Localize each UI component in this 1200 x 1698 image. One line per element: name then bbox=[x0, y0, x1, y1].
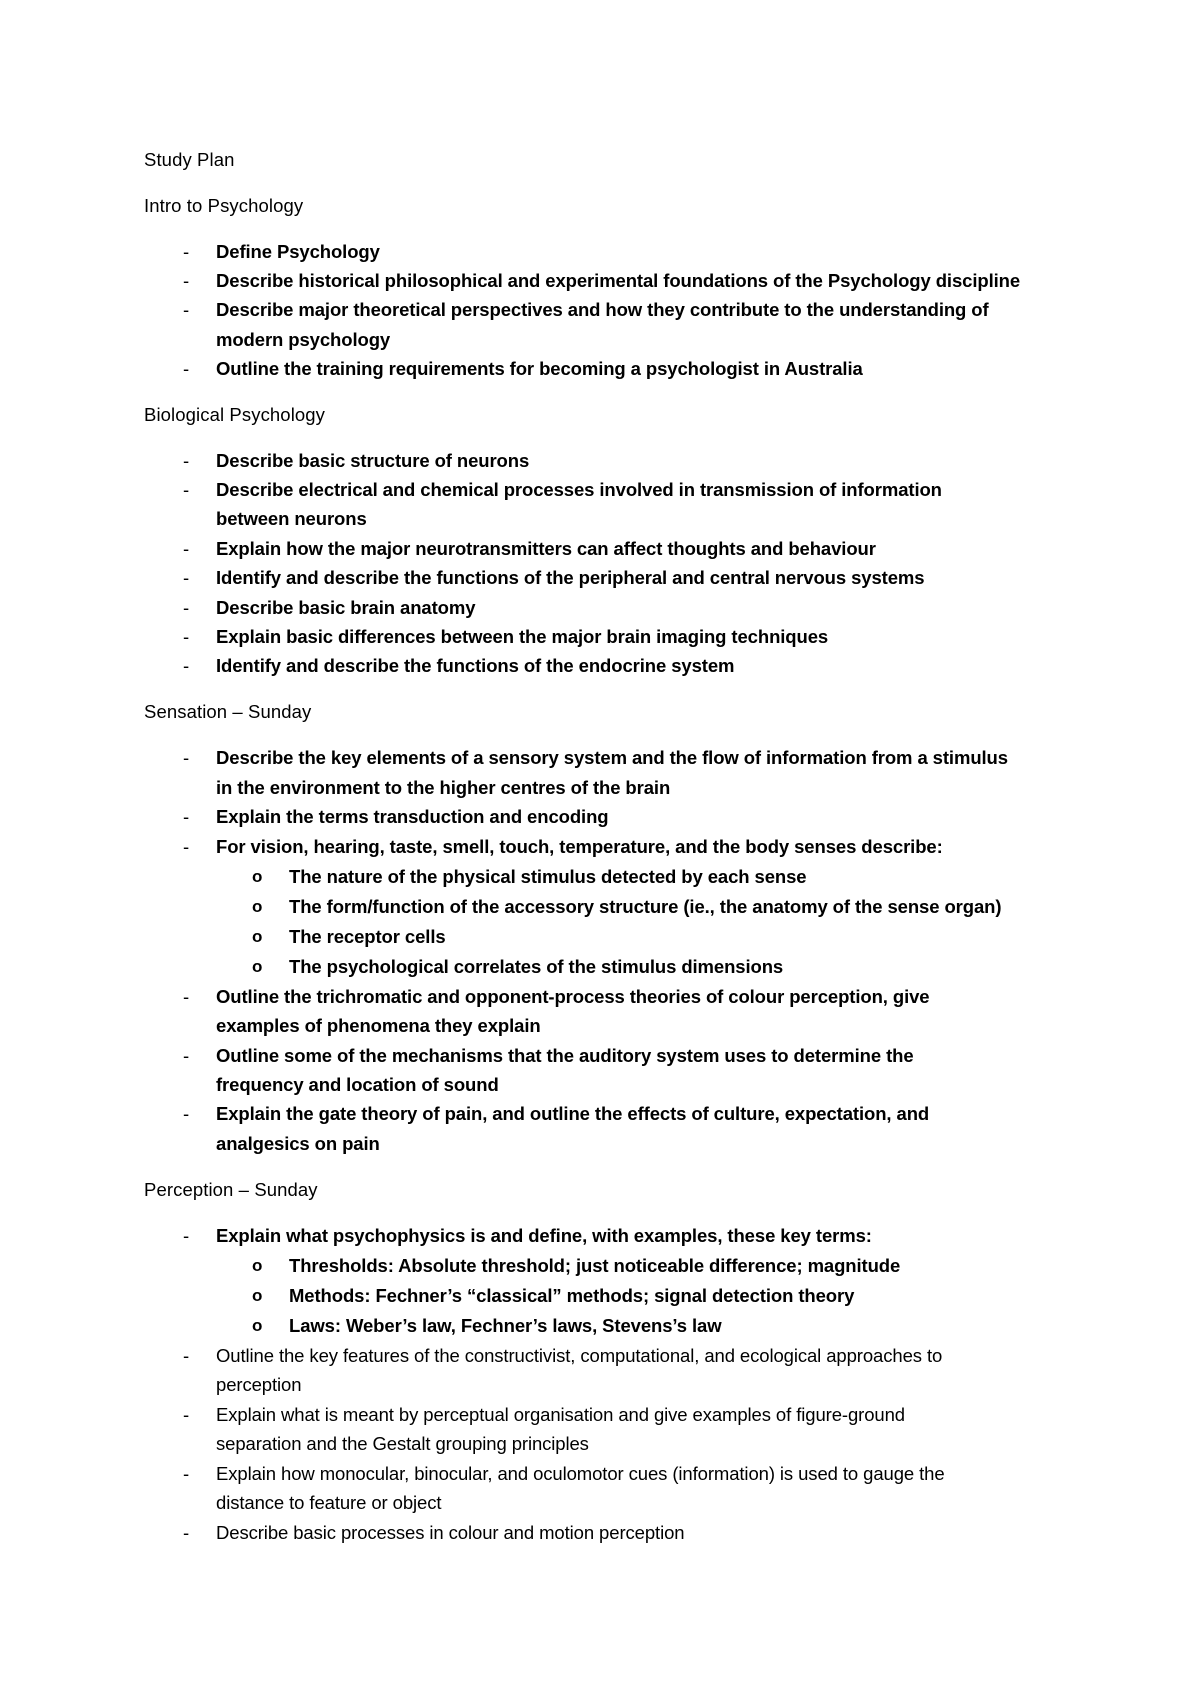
list-item: Outline the key features of the constructivist, computational, and ecological approaches to bbox=[216, 1345, 943, 1366]
dash-marker: - bbox=[183, 1463, 190, 1484]
sub-list-item: The psychological correlates of the stimulus dimensions bbox=[289, 956, 784, 977]
list-item: Outline some of the mechanisms that the auditory system uses to determine the bbox=[216, 1045, 914, 1066]
dash-marker: - bbox=[183, 1103, 190, 1124]
sub-list-item: Thresholds: Absolute threshold; just noticeable difference; magnitude bbox=[289, 1255, 901, 1276]
list-item: Explain how the major neurotransmitters can affect thoughts and behaviour bbox=[216, 538, 876, 559]
sub-bullet-marker: o bbox=[252, 867, 263, 886]
list-item: Explain the terms transduction and encoding bbox=[216, 806, 609, 827]
list-item: Explain the gate theory of pain, and outline the effects of culture, expectation, and bbox=[216, 1103, 930, 1124]
dash-marker: - bbox=[183, 567, 190, 588]
sub-bullet-marker: o bbox=[252, 1256, 263, 1275]
list-item: Explain what psychophysics is and define, with examples, these key terms: bbox=[216, 1225, 872, 1246]
dash-marker: - bbox=[183, 986, 190, 1007]
dash-marker: - bbox=[183, 299, 190, 320]
list-item-continuation: separation and the Gestalt grouping principles bbox=[216, 1433, 589, 1454]
dash-marker: - bbox=[183, 358, 190, 379]
list-item: Describe the key elements of a sensory system and the flow of information from a stimulus bbox=[216, 747, 1008, 768]
dash-marker: - bbox=[183, 1045, 190, 1066]
sub-list-item: The form/function of the accessory structure (ie., the anatomy of the sense organ) bbox=[289, 896, 1002, 917]
sub-bullet-marker: o bbox=[252, 927, 263, 946]
section-heading-biological: Biological Psychology bbox=[144, 404, 326, 425]
list-item-continuation: modern psychology bbox=[216, 329, 391, 350]
dash-marker: - bbox=[183, 1225, 190, 1246]
list-item-continuation: analgesics on pain bbox=[216, 1133, 380, 1154]
dash-marker: - bbox=[183, 626, 190, 647]
list-item-continuation: perception bbox=[216, 1374, 302, 1395]
list-item: Describe basic brain anatomy bbox=[216, 597, 476, 618]
dash-marker: - bbox=[183, 538, 190, 559]
sub-bullet-marker: o bbox=[252, 957, 263, 976]
list-item: Explain basic differences between the major brain imaging techniques bbox=[216, 626, 829, 647]
list-item-continuation: examples of phenomena they explain bbox=[216, 1015, 541, 1036]
list-item: Define Psychology bbox=[216, 241, 380, 262]
dash-marker: - bbox=[183, 806, 190, 827]
dash-marker: - bbox=[183, 747, 190, 768]
dash-marker: - bbox=[183, 479, 190, 500]
sub-bullet-marker: o bbox=[252, 897, 263, 916]
dash-marker: - bbox=[183, 597, 190, 618]
section-heading-sensation: Sensation – Sunday bbox=[144, 701, 312, 722]
dash-marker: - bbox=[183, 1345, 190, 1366]
sub-list-item: The nature of the physical stimulus detected by each sense bbox=[289, 866, 807, 887]
dash-marker: - bbox=[183, 655, 190, 676]
dash-marker: - bbox=[183, 270, 190, 291]
list-item: For vision, hearing, taste, smell, touch, temperature, and the body senses describe: bbox=[216, 836, 943, 857]
list-item: Explain what is meant by perceptual organisation and give examples of figure-ground bbox=[216, 1404, 905, 1425]
sub-list-item: The receptor cells bbox=[289, 926, 446, 947]
dash-marker: - bbox=[183, 241, 190, 262]
list-item-continuation: in the environment to the higher centres of the brain bbox=[216, 777, 671, 798]
list-item: Describe historical philosophical and experimental foundations of the Psychology discipline bbox=[216, 270, 1021, 291]
list-item: Identify and describe the functions of the endocrine system bbox=[216, 655, 735, 676]
list-item-continuation: between neurons bbox=[216, 508, 367, 529]
dash-marker: - bbox=[183, 836, 190, 857]
list-item: Outline the training requirements for becoming a psychologist in Australia bbox=[216, 358, 863, 379]
page-title: Study Plan bbox=[144, 149, 235, 170]
sub-list-item: Laws: Weber’s law, Fechner’s laws, Stevens’s law bbox=[289, 1315, 722, 1336]
sub-list-item: Methods: Fechner’s “classical” methods; signal detection theory bbox=[289, 1285, 855, 1306]
list-item: Describe basic processes in colour and motion perception bbox=[216, 1522, 685, 1543]
list-item-continuation: distance to feature or object bbox=[216, 1492, 442, 1513]
list-item: Describe basic structure of neurons bbox=[216, 450, 530, 471]
list-item: Explain how monocular, binocular, and oculomotor cues (information) is used to gauge the bbox=[216, 1463, 945, 1484]
sub-bullet-marker: o bbox=[252, 1286, 263, 1305]
section-heading-perception: Perception – Sunday bbox=[144, 1179, 318, 1200]
list-item-continuation: frequency and location of sound bbox=[216, 1074, 499, 1095]
list-item: Outline the trichromatic and opponent-process theories of colour perception, give bbox=[216, 986, 930, 1007]
dash-marker: - bbox=[183, 450, 190, 471]
list-item: Describe major theoretical perspectives and how they contribute to the understanding of bbox=[216, 299, 989, 320]
section-heading-intro: Intro to Psychology bbox=[144, 195, 304, 216]
list-item: Identify and describe the functions of the peripheral and central nervous systems bbox=[216, 567, 925, 588]
list-item: Describe electrical and chemical processes involved in transmission of information bbox=[216, 479, 942, 500]
dash-marker: - bbox=[183, 1522, 190, 1543]
sub-bullet-marker: o bbox=[252, 1316, 263, 1335]
dash-marker: - bbox=[183, 1404, 190, 1425]
